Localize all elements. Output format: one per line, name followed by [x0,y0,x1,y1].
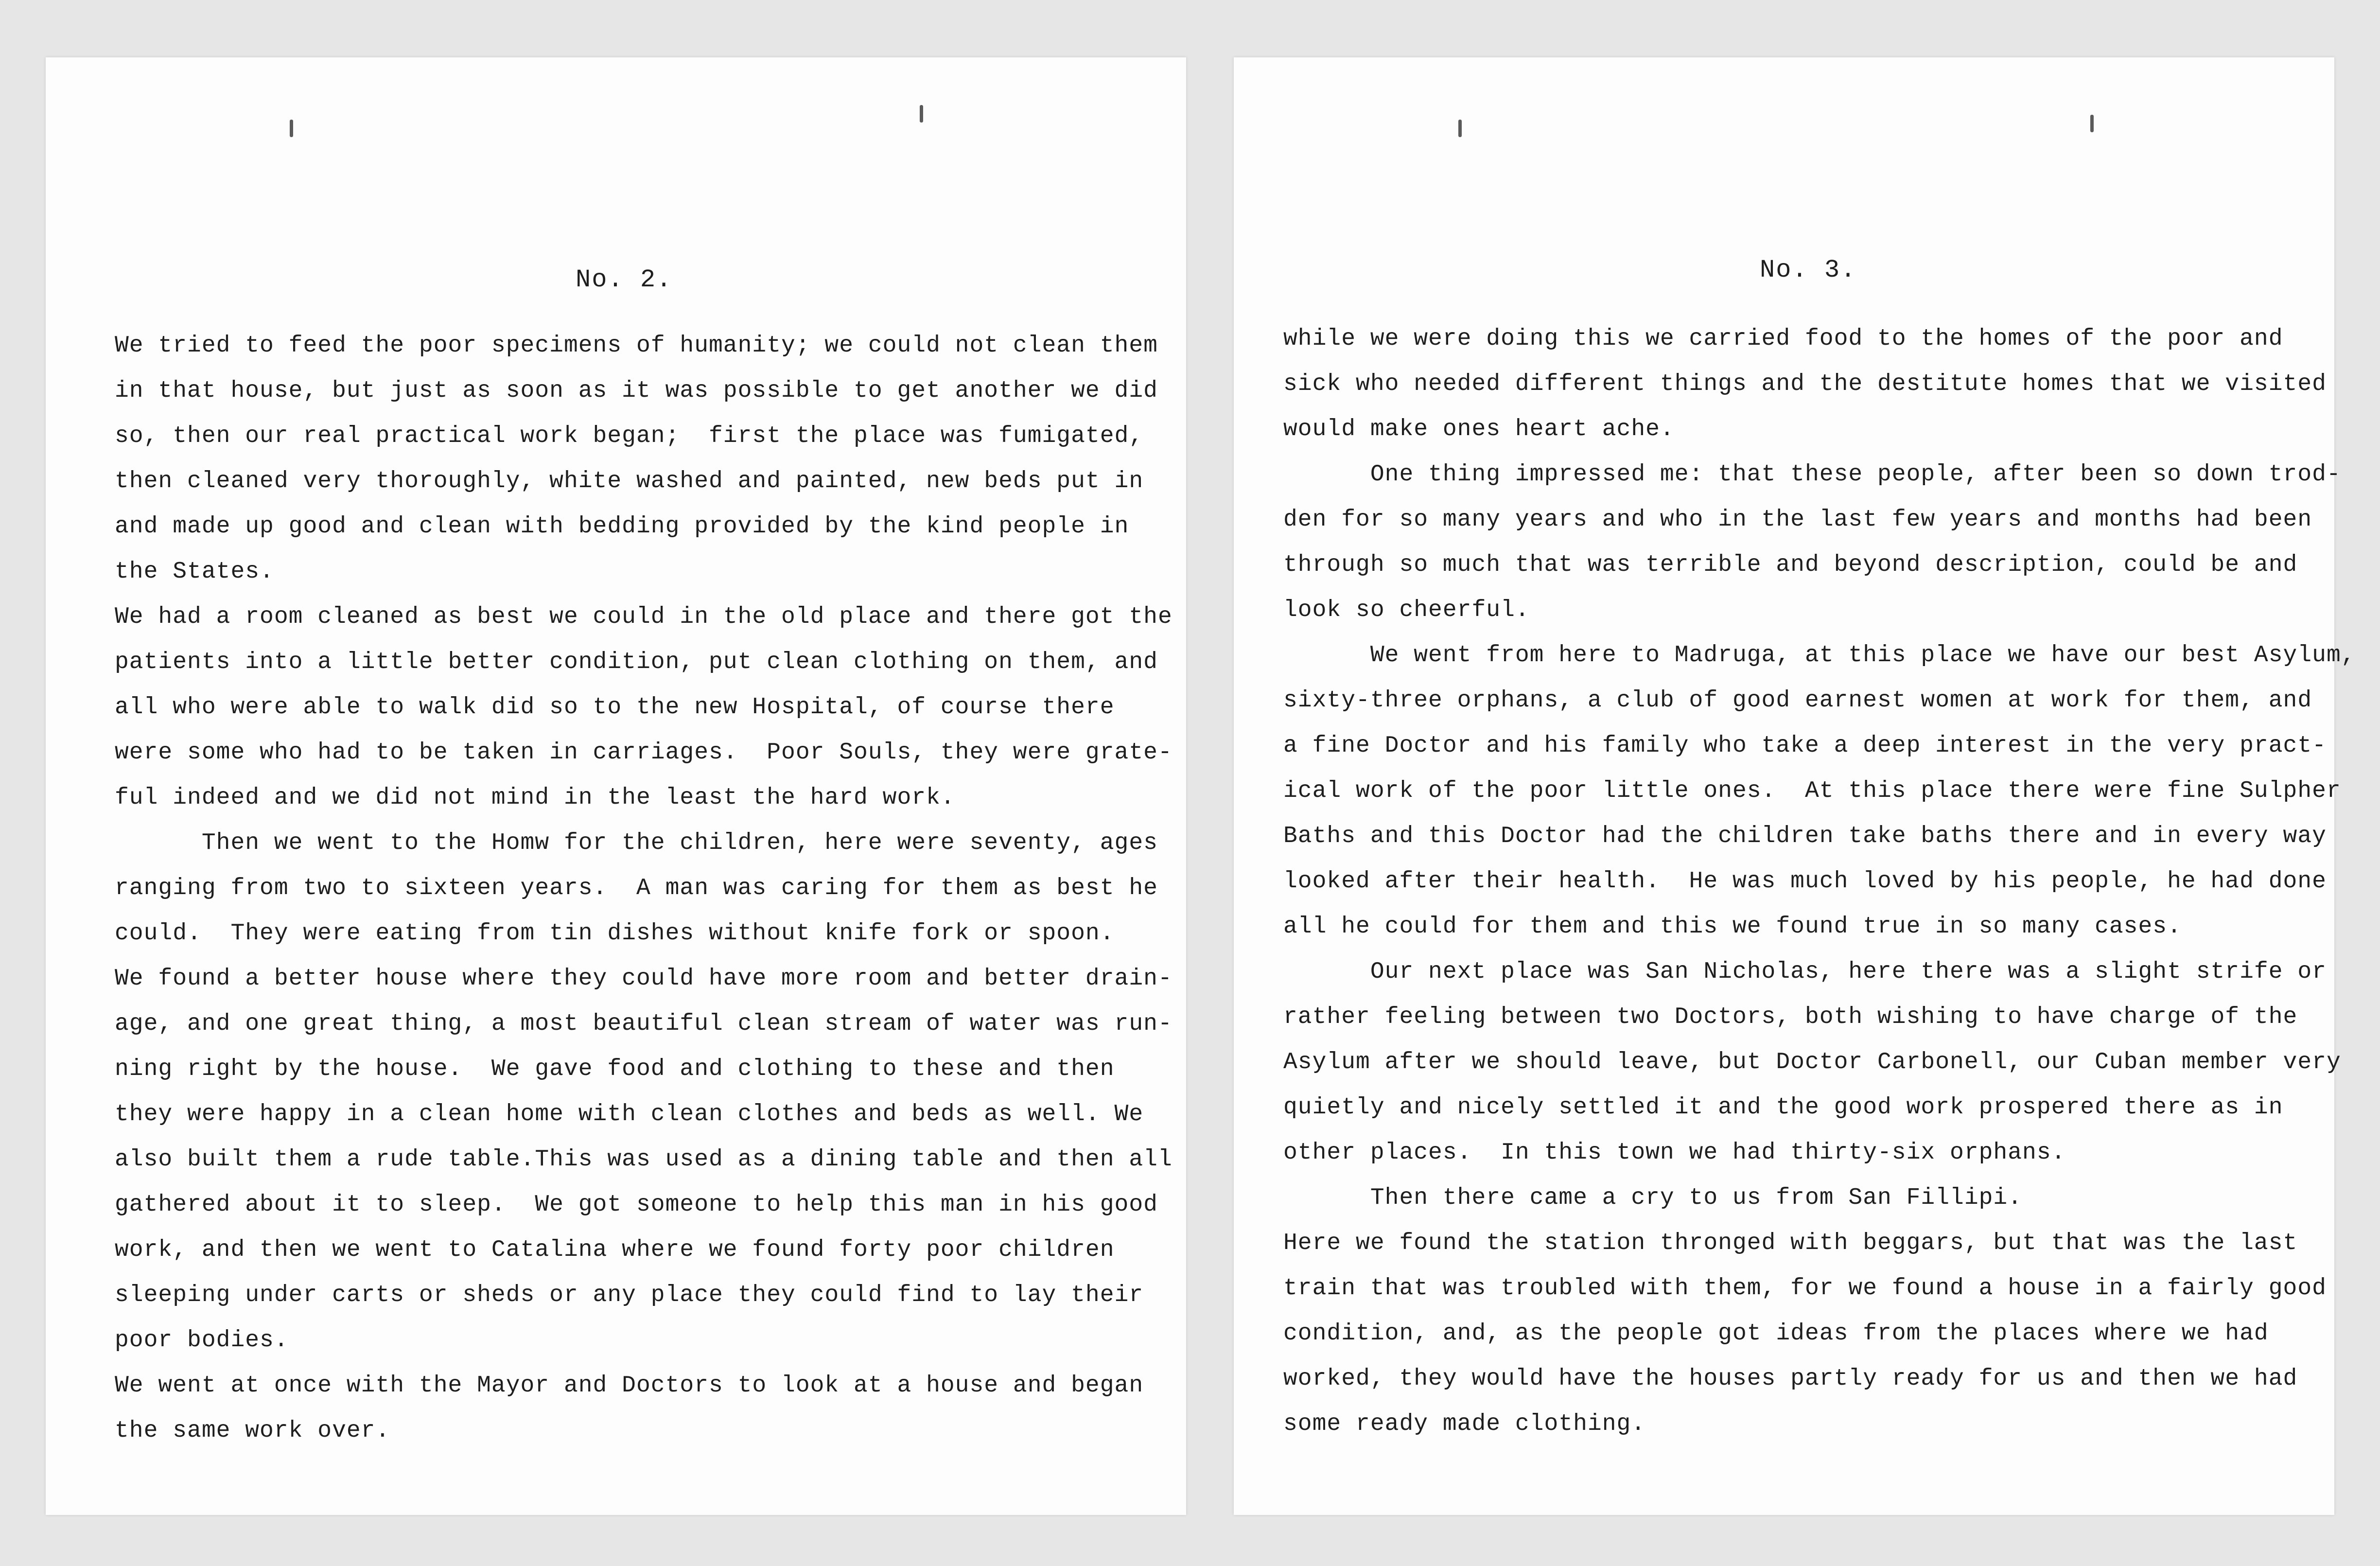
hole-punch-mark [920,105,923,123]
text-line: den for so many years and who in the last few years and months had been [1283,507,2312,533]
text-line: they were happy in a clean home with clean clothes and beds as well. We [115,1101,1144,1127]
text-line: Here we found the station thronged with beggars, but that was the last [1283,1230,2298,1256]
text-line: sixty-three orphans, a club of good earnest women at work for them, and [1283,687,2312,714]
text-line: a fine Doctor and his family who take a deep interest in the very pract- [1283,733,2327,759]
text-line: the same work over. [115,1418,390,1444]
text-line: rather feeling between two Doctors, both wishing to have charge of the [1283,1004,2298,1030]
text-line: We went at once with the Mayor and Doctors to look at a house and began [115,1372,1144,1399]
text-line: the States. [115,559,274,585]
text-line: so, then our real practical work began; first the place was fumigated, [115,423,1144,449]
text-line: all he could for them and this we found true in so many cases. [1283,914,2182,940]
text-line: We found a better house where they could have more room and better drain- [115,966,1172,992]
text-line: look so cheerful. [1283,597,1530,623]
text-line: could. They were eating from tin dishes without knife fork or spoon. [115,920,1115,947]
text-line: sleeping under carts or sheds or any place they could find to lay their [115,1282,1144,1308]
text-line: condition, and, as the people got ideas from the places where we had [1283,1320,2269,1347]
text-line: also built them a rude table.This was used as a dining table and then all [115,1146,1172,1173]
text-line: train that was troubled with them, for we found a house in a fairly good [1283,1275,2327,1302]
hole-punch-mark [290,120,293,137]
text-line: looked after their health. He was much loved by his people, he had done [1283,868,2327,895]
text-line: were some who had to be taken in carriages. Poor Souls, they were grate- [115,739,1172,766]
text-line: other places. In this town we had thirty-six orphans. [1283,1140,2066,1166]
text-line: We tried to feed the poor specimens of humanity; we could not clean them [115,333,1158,359]
text-line: ning right by the house. We gave food and clothing to these and then [115,1056,1115,1082]
text-line: while we were doing this we carried food to the homes of the poor and [1283,326,2283,352]
page-text [1283,317,2356,1447]
text-line: then cleaned very thoroughly, white washed and painted, new beds put in [115,468,1144,494]
right-page [1234,57,2356,1515]
text-line: We had a room cleaned as best we could in the old place and there got the [115,604,1172,630]
text-line: Then there came a cry to us from San Fillipi. [1283,1185,2023,1211]
text-line: ranging from two to sixteen years. A man was caring for them as best he [115,875,1158,901]
text-line: gathered about it to sleep. We got someone to help this man in his good [115,1192,1158,1218]
text-line: worked, they would have the houses partly ready for us and then we had [1283,1366,2298,1392]
text-line: age, and one great thing, a most beautiful clean stream of water was run- [115,1011,1172,1037]
page-number: No. 3. [1760,256,1857,284]
text-line: Then we went to the Homw for the children, here were seventy, ages [115,830,1158,856]
text-line: ical work of the poor little ones. At this place there were fine Sulpher [1283,778,2341,804]
text-line: Baths and this Doctor had the children take baths there and in every way [1283,823,2327,849]
text-line: in that house, but just as soon as it was possible to get another we did [115,378,1158,404]
text-line: through so much that was terrible and beyond description, could be and [1283,552,2298,578]
text-line: work, and then we went to Catalina where we found forty poor children [115,1237,1115,1263]
text-line: Our next place was San Nicholas, here there was a slight strife or [1283,959,2327,985]
text-line: some ready made clothing. [1283,1411,1646,1437]
hole-punch-mark [1458,120,1462,137]
text-line: quietly and nicely settled it and the good work prospered there as in [1283,1094,2283,1121]
page-number: No. 2. [576,265,673,294]
text-line: One thing impressed me: that these people, after been so down trod- [1283,461,2341,488]
text-line: sick who needed different things and the destitute homes that we visited [1283,371,2327,397]
text-line: We went from here to Madruga, at this place we have our best Asylum, [1283,642,2356,669]
text-line: all who were able to walk did so to the new Hospital, of course there [115,694,1115,721]
text-line: ful indeed and we did not mind in the least the hard work. [115,785,955,811]
hole-punch-mark [2090,115,2094,132]
page-text [115,323,1172,1454]
text-line: Asylum after we should leave, but Doctor Carbonell, our Cuban member very [1283,1049,2341,1075]
text-line: poor bodies. [115,1327,289,1354]
text-line: patients into a little better condition, put clean clothing on them, and [115,649,1158,675]
left-page [46,57,1186,1515]
text-line: would make ones heart ache. [1283,416,1675,442]
text-line: and made up good and clean with bedding provided by the kind people in [115,513,1129,540]
